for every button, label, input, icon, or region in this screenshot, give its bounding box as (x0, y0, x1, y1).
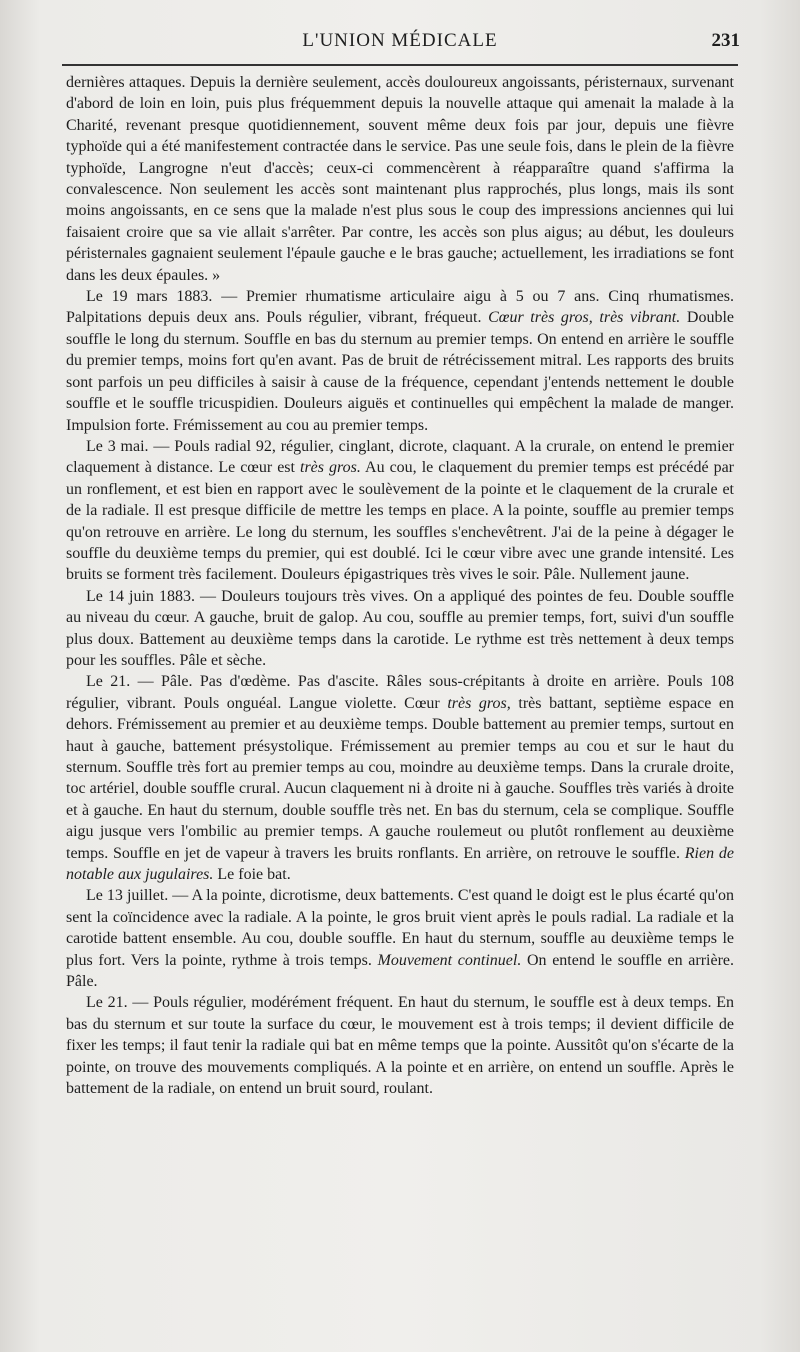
italic-text: Cœur très gros, très vibrant. (488, 309, 681, 327)
paragraph-text: dernières attaques. Depuis la dernière seulement, accès douloureux angoissants, péristernaux, survenant d'abord de loin en loin, puis plus fréquemment depuis la nouvelle attaque qui amenait la malade à la Charité, revenant presque quotidiennement, souvent même deux fois par jour, depuis une fièvre typhoïde qui a été manifestement contractée dans le service. Pas une seule fois, dans le plein de la fièvre typhoïde, Langrogne n'eut d'accès; ceux-ci commencèrent à réapparaître quand s'affirma la convalescence. Non seulement les accès sont maintenant plus rapprochés, plus longs, mais ils sont moins angoissants, en ce sens que la malade n'est plus sous le coup des impressions anciennes qui lui faisaient croire que sa vie allait s'arrêter. Par contre, les accès son plus aigus; au début, les douleurs péristernales gagnaient seulement l'épaule gauche e le bras gauche; actuellement, les irradiations se font dans les deux épaules. » (66, 74, 734, 284)
paragraph-text: Le foie bat. (213, 866, 291, 884)
italic-text: très gros, (447, 694, 511, 712)
paragraph-3-mai (66, 436, 734, 586)
running-title: L'UNION MÉDICALE (302, 30, 498, 51)
paragraph-text: Le 13 juillet. — A la pointe, dicrotisme, deux battements. C'est quand le doigt est le plus écarté qu'on sent la coïncidence avec la radiale. A la pointe, le gros bruit vient après le pouls radial. La radiale et la carotide battent ensemble. Au cou, double souffle. En haut du sternum, souffle au deuxième temps le plus fort. Vers la pointe, rythme à trois temps. (66, 887, 734, 969)
paragraph-13-juillet (66, 885, 734, 992)
paragraph-continuation (66, 72, 734, 286)
paragraph-14-juin (66, 586, 734, 672)
running-header (60, 30, 740, 60)
paragraph-text: Double souffle le long du sternum. Souffle en bas du sternum au premier temps. On entend en arrière le souffle du premier temps, moins fort qu'en avant. Pas de bruit de rétrécissement mitral. Les rapports des bruits sont parfois un peu difficiles à saisir à cause de la fréquence, cependant j'entends nettement le double souffle et le souffle tricuspidien. Douleurs aiguës et continuelles qui empêchent la malade de manger. Impulsion forte. Frémissement au cou au premier temps. (66, 309, 734, 434)
page-number: 231 (711, 30, 740, 51)
paragraph-text: Le 19 mars 1883. — Premier rhumatisme articulaire aigu à 5 ou 7 ans. Cinq rhumatismes. Palpitations depuis deux ans. Pouls régulier, vibrant, fréqueut. (66, 288, 734, 327)
italic-text: Rien de notable aux jugulaires. (66, 844, 735, 884)
body-text (66, 72, 734, 1100)
paragraph-text: Le 14 juin 1883. — Douleurs toujours très vives. On a appliqué des pointes de feu. Double souffle au niveau du cœur. A gauche, bruit de galop. Au cou, souffle au premier temps, fort, suivi d'un souffle plus doux. Battement au deuxième temps dans la carotide. Le rythme est très nettement à deux temps pour les souffles. Pâle et sèche. (66, 587, 734, 669)
paragraph-21-juillet (66, 992, 734, 1099)
paragraph-text: Le 21. — Pouls régulier, modérément fréquent. En haut du sternum, le souffle est à deux temps. En bas du sternum et sur toute la surface du cœur, le mouvement est à trois temps; il devient difficile de fixer les temps; il faut tenir la radiale qui bat en même temps que la pointe. Aussitôt qu'on s'écarte de la pointe, on trouve des mouvements compliqués. A la pointe et en arrière, on entend un souffle. Après le battement de la radiale, on entend un bruit sourd, roulant. (66, 994, 734, 1098)
header-rule (62, 64, 738, 66)
paragraph-19-mars (66, 286, 734, 436)
italic-text: très gros. (300, 459, 361, 477)
italic-text: Mouvement continuel. (377, 951, 522, 969)
paragraph-text: très battant, septième espace en dehors. Frémissement au premier et au deuxième temps. Double battement au premier temps, surtout en haut à gauche, battement présystolique. Frémissement au premier temps au cou et sur le haut du sternum. Souffle très fort au premier temps au cou, moindre au deuxième temps. Dans la crurale droite, toc artériel, double souffle crural. Aucun claquement ni à droite ni à gauche. Souffles très variés à droite et à gauche. En haut du sternum, double souffle très net. En bas du sternum, cela se complique. Souffle aigu jusque vers l'ombilic au premier temps. A gauche roulemeut ou plutôt ronflement au deuxième temps. Souffle en jet de vapeur à travers les bruits ronflants. En arrière, on retrouve le souffle. (66, 694, 734, 862)
paragraph-21-juin (66, 671, 734, 885)
paragraph-text: Le 3 mai. — Pouls radial 92, régulier, cinglant, dicrote, claquant. A la crurale, on entend le premier claquement à distance. Le cœur est (66, 437, 734, 477)
paragraph-text: Au cou, le claquement du premier temps est précédé par un ronflement, et est bien en rapport avec le soulèvement de la pointe et le claquement de la crurale et de la radiale. Il est presque difficile de mettre les temps en place. A la pointe, souffle au premier temps qu'on retrouve en arrière. Le long du sternum, les souffles s'enchevêtrent. J'ai de la peine à dégager le souffle du deuxième temps du premier, qui est doublé. Ici le cœur vibre avec une grande intensité. Les bruits se forment très facilement. Douleurs épigastriques très vives le soir. Pâle. Nullement jaune. (66, 459, 734, 584)
paragraph-text: On entend le souffle en arrière. Pâle. (66, 951, 735, 991)
paragraph-text: Le 21. — Pâle. Pas d'œdème. Pas d'ascite. Râles sous-crépitants à droite en arrière. Pouls 108 régulier, vibrant. Pouls onguéal. Langue violette. Cœur (66, 673, 734, 712)
